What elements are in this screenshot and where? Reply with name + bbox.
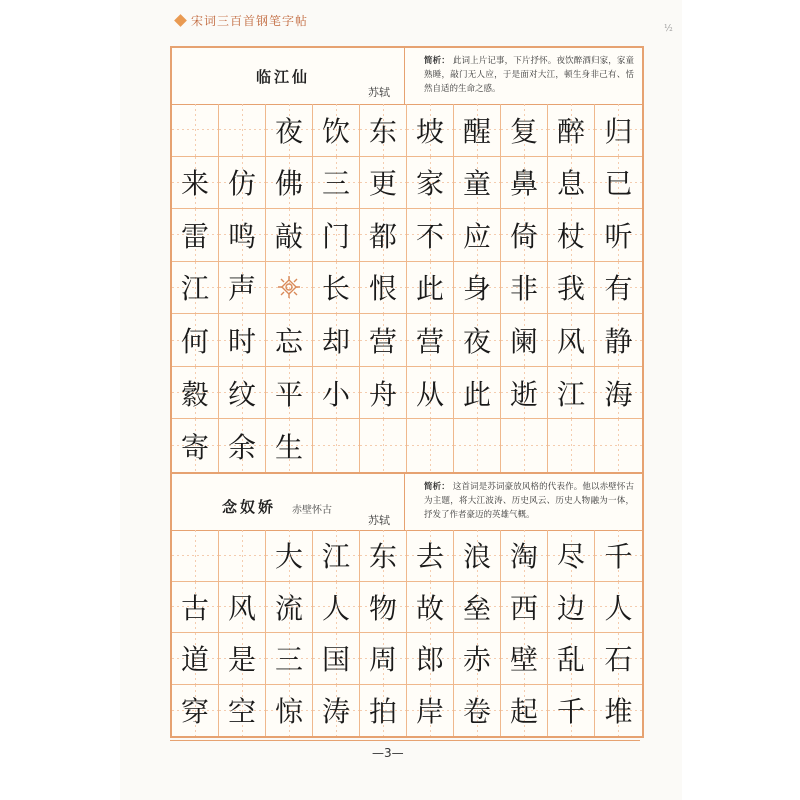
poem-note (424, 54, 634, 96)
grid-character: 浪 (462, 540, 491, 574)
grid-cell (219, 419, 266, 472)
note-text: 此词上片记事，下片抒怀。夜饮醉酒归家，家童熟睡，敲门无人应，于是面对大江，顿生身非己有、恬然自适的生命之感。 (424, 56, 634, 94)
grid-character: 我 (556, 272, 585, 306)
grid-cell (501, 633, 548, 685)
grid-cell (454, 262, 501, 315)
grid-character: 卷 (462, 695, 491, 729)
grid-character: 寄 (180, 430, 209, 464)
grid-cell (172, 262, 219, 315)
grid-character: 声 (227, 272, 256, 306)
grid-character: 身 (462, 272, 491, 306)
grid-cell (360, 314, 407, 367)
grid-character: 来 (180, 167, 209, 201)
book-title-text: 宋词三百首钢笔字帖 (191, 13, 309, 28)
grid-cell (266, 582, 313, 634)
poem-section-1 (170, 46, 644, 474)
grid-character: 醉 (556, 114, 585, 148)
writing-grid (172, 104, 642, 472)
grid-character: 风 (556, 325, 585, 359)
grid-cell (595, 104, 642, 157)
grid-cell (548, 582, 595, 634)
poem-title: 念奴娇 (222, 498, 277, 516)
grid-character: 舟 (368, 377, 397, 411)
grid-character: 佛 (274, 167, 303, 201)
grid-character: 听 (604, 219, 633, 253)
grid-character: 营 (415, 325, 444, 359)
grid-character: 此 (415, 272, 444, 306)
grid-character: 静 (604, 325, 633, 359)
grid-character: 縠 (180, 377, 209, 411)
grid-character: 营 (368, 325, 397, 359)
grid-character: 边 (556, 591, 585, 625)
grid-character: 鼻 (509, 167, 538, 201)
grid-character: 都 (368, 219, 397, 253)
grid-character: 归 (604, 114, 633, 148)
grid-character: 应 (462, 219, 491, 253)
poem-section-2 (170, 472, 644, 738)
grid-cell (595, 582, 642, 634)
grid-character: 夜 (274, 114, 303, 148)
grid-character: 岸 (415, 695, 444, 729)
grid-character: 童 (462, 167, 491, 201)
grid-character: 雷 (180, 219, 209, 253)
grid-character: 堆 (604, 695, 633, 729)
grid-cell (219, 367, 266, 420)
grid-character: 乱 (556, 643, 585, 677)
grid-cell (501, 262, 548, 315)
grid-character: 鸣 (227, 219, 256, 253)
grid-cell (219, 685, 266, 737)
grid-cell (172, 582, 219, 634)
ornament-icon (277, 275, 301, 299)
grid-cell (313, 104, 360, 157)
edge-mark: ½ (664, 24, 673, 34)
grid-cell (266, 685, 313, 737)
grid-cell (360, 262, 407, 315)
grid-character: 海 (604, 377, 633, 411)
grid-cell (454, 104, 501, 157)
grid-cell (313, 685, 360, 737)
grid-cell (313, 633, 360, 685)
grid-character: 人 (321, 591, 350, 625)
grid-cell (595, 367, 642, 420)
grid-cell (313, 419, 360, 472)
grid-cell (501, 104, 548, 157)
grid-character: 赤 (462, 643, 491, 677)
grid-cell (219, 314, 266, 367)
grid-character: 千 (556, 695, 585, 729)
grid-cell (407, 314, 454, 367)
grid-cell (172, 419, 219, 472)
grid-cell (407, 530, 454, 582)
grid-character: 敲 (274, 219, 303, 253)
grid-cell (313, 262, 360, 315)
grid-character: 从 (415, 377, 444, 411)
grid-cell (172, 314, 219, 367)
grid-cell (454, 685, 501, 737)
grid-character: 家 (415, 167, 444, 201)
grid-cell (501, 367, 548, 420)
grid-character: 有 (604, 272, 633, 306)
grid-character: 国 (321, 643, 350, 677)
grid-cell (548, 209, 595, 262)
grid-cell (454, 367, 501, 420)
note-label: 简析： (424, 482, 450, 492)
grid-character: 却 (321, 325, 350, 359)
grid-cell (501, 419, 548, 472)
grid-character: 倚 (509, 219, 538, 253)
grid-cell (313, 157, 360, 210)
grid-character: 千 (604, 540, 633, 574)
grid-character: 余 (227, 430, 256, 464)
grid-cell (219, 530, 266, 582)
grid-character: 恨 (368, 272, 397, 306)
grid-cell (407, 209, 454, 262)
grid-cell (407, 367, 454, 420)
grid-cell (266, 530, 313, 582)
grid-cell (219, 157, 266, 210)
poem-author: 苏轼 (368, 514, 390, 527)
grid-character: 逝 (509, 377, 538, 411)
grid-cell (313, 367, 360, 420)
grid-character: 流 (274, 591, 303, 625)
grid-character: 忘 (274, 325, 303, 359)
grid-cell (548, 633, 595, 685)
poem-title-box (172, 48, 405, 104)
grid-character: 风 (227, 591, 256, 625)
grid-cell (548, 157, 595, 210)
grid-cell (266, 419, 313, 472)
grid-character: 起 (509, 695, 538, 729)
grid-cell (360, 685, 407, 737)
grid-character: 不 (415, 219, 444, 253)
grid-cell (219, 104, 266, 157)
grid-cell (360, 530, 407, 582)
grid-character: 江 (180, 272, 209, 306)
grid-character: 周 (368, 643, 397, 677)
grid-cell (407, 104, 454, 157)
grid-cell (501, 582, 548, 634)
grid-character: 淘 (509, 540, 538, 574)
grid-cell (548, 104, 595, 157)
grid-character: 江 (556, 377, 585, 411)
grid-character: 郎 (415, 643, 444, 677)
grid-cell (501, 157, 548, 210)
grid-character: 壁 (509, 643, 538, 677)
grid-cell (501, 314, 548, 367)
grid-cell (172, 157, 219, 210)
grid-cell (501, 209, 548, 262)
note-label: 简析： (424, 56, 450, 66)
grid-character: 生 (274, 430, 303, 464)
grid-character: 饮 (321, 114, 350, 148)
grid-cell (219, 633, 266, 685)
grid-cell (407, 419, 454, 472)
grid-character: 惊 (274, 695, 303, 729)
grid-cell (360, 209, 407, 262)
grid-character: 东 (368, 540, 397, 574)
grid-cell (454, 419, 501, 472)
grid-cell (360, 419, 407, 472)
poem-subtitle: 赤壁怀古 (292, 505, 332, 516)
grid-character: 故 (415, 591, 444, 625)
grid-cell (313, 314, 360, 367)
grid-cell (454, 314, 501, 367)
poem-note (424, 480, 634, 522)
footer-divider (170, 740, 640, 741)
grid-cell (407, 685, 454, 737)
grid-cell (266, 209, 313, 262)
grid-cell (219, 582, 266, 634)
grid-character: 古 (180, 591, 209, 625)
grid-cell (172, 209, 219, 262)
grid-cell (266, 367, 313, 420)
grid-cell (548, 314, 595, 367)
grid-character: 三 (321, 167, 350, 201)
grid-cell (454, 209, 501, 262)
grid-character: 去 (415, 540, 444, 574)
grid-cell (313, 530, 360, 582)
book-title (176, 10, 308, 30)
grid-cell (595, 157, 642, 210)
grid-cell (501, 685, 548, 737)
grid-character: 仿 (227, 167, 256, 201)
grid-cell (407, 157, 454, 210)
grid-cell (172, 530, 219, 582)
grid-cell (360, 367, 407, 420)
grid-character: 非 (509, 272, 538, 306)
diamond-icon (174, 14, 187, 27)
poem-title: 临江仙 (256, 68, 311, 86)
grid-character: 息 (556, 167, 585, 201)
grid-character: 大 (274, 540, 303, 574)
grid-cell (595, 685, 642, 737)
grid-cell (548, 685, 595, 737)
grid-cell (407, 582, 454, 634)
grid-cell (219, 209, 266, 262)
grid-cell (548, 367, 595, 420)
grid-character: 更 (368, 167, 397, 201)
grid-character: 三 (274, 643, 303, 677)
grid-cell (501, 530, 548, 582)
grid-cell (266, 262, 313, 315)
grid-cell (595, 419, 642, 472)
poem-author: 苏轼 (368, 86, 390, 99)
grid-character: 已 (604, 167, 633, 201)
grid-cell (360, 157, 407, 210)
grid-character: 何 (180, 325, 209, 359)
grid-character: 人 (604, 591, 633, 625)
grid-cell (454, 157, 501, 210)
grid-character: 阑 (509, 325, 538, 359)
grid-character: 涛 (321, 695, 350, 729)
grid-character: 西 (509, 591, 538, 625)
poem-header (172, 474, 642, 531)
grid-cell (360, 104, 407, 157)
grid-cell (595, 530, 642, 582)
grid-cell (595, 314, 642, 367)
grid-cell (266, 104, 313, 157)
grid-cell (266, 314, 313, 367)
grid-cell (595, 262, 642, 315)
grid-cell (595, 633, 642, 685)
grid-character: 道 (180, 643, 209, 677)
grid-cell (172, 104, 219, 157)
grid-cell (266, 633, 313, 685)
grid-character: 垒 (462, 591, 491, 625)
grid-cell (454, 633, 501, 685)
grid-character: 复 (509, 114, 538, 148)
grid-character: 时 (227, 325, 256, 359)
grid-character: 东 (368, 114, 397, 148)
grid-character: 门 (321, 219, 350, 253)
grid-character: 平 (274, 377, 303, 411)
grid-character: 坡 (415, 114, 444, 148)
poem-header (172, 48, 642, 105)
grid-character: 纹 (227, 377, 256, 411)
grid-character: 此 (462, 377, 491, 411)
grid-character: 空 (227, 695, 256, 729)
grid-character: 物 (368, 591, 397, 625)
grid-cell (172, 633, 219, 685)
grid-character: 小 (321, 377, 350, 411)
grid-character: 江 (321, 540, 350, 574)
grid-character: 石 (604, 643, 633, 677)
grid-character: 穿 (180, 695, 209, 729)
grid-character: 是 (227, 643, 256, 677)
grid-cell (407, 262, 454, 315)
grid-cell (360, 582, 407, 634)
grid-cell (313, 209, 360, 262)
grid-character: 夜 (462, 325, 491, 359)
grid-cell (548, 262, 595, 315)
grid-cell (454, 582, 501, 634)
grid-cell (172, 685, 219, 737)
writing-grid (172, 530, 642, 736)
grid-cell (219, 262, 266, 315)
grid-cell (548, 419, 595, 472)
grid-cell (360, 633, 407, 685)
page-number: —3— (372, 746, 404, 760)
grid-cell (548, 530, 595, 582)
note-text: 这首词是苏词豪放风格的代表作。他以赤壁怀古为主题，将大江波涛、历史风云、历史人物融为一体，抒发了作者豪迈的英雄气概。 (424, 482, 634, 520)
grid-cell (313, 582, 360, 634)
grid-character: 拍 (368, 695, 397, 729)
grid-cell (454, 530, 501, 582)
grid-character: 长 (321, 272, 350, 306)
grid-cell (172, 367, 219, 420)
grid-cell (595, 209, 642, 262)
grid-character: 醒 (462, 114, 491, 148)
grid-character: 杖 (556, 219, 585, 253)
poem-title-box (172, 474, 405, 530)
grid-cell (407, 633, 454, 685)
grid-cell (266, 157, 313, 210)
grid-character: 尽 (556, 540, 585, 574)
